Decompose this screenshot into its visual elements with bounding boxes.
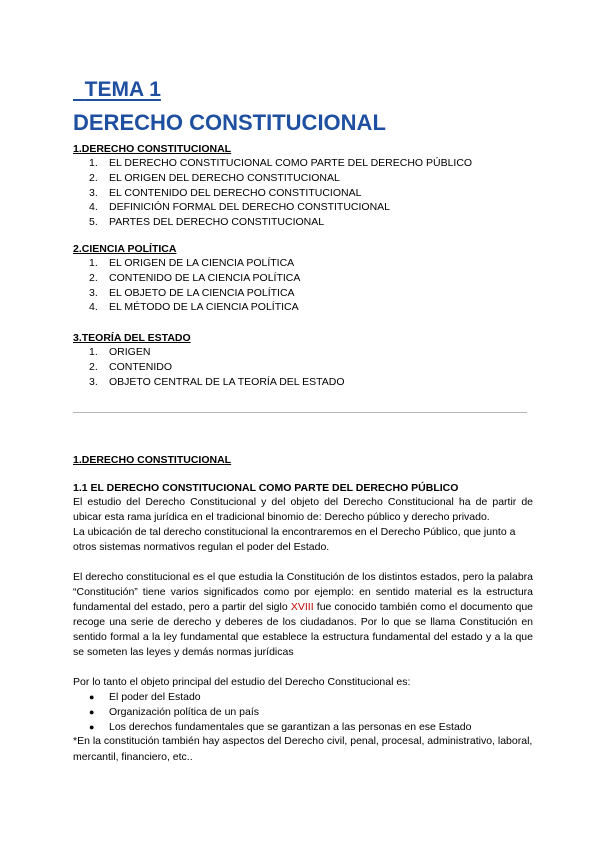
century-highlight: XVIII (290, 601, 314, 613)
toc-item: 5. PARTES DEL DERECHO CONSTITUCIONAL (89, 216, 325, 229)
toc-item: 3. EL CONTENIDO DEL DERECHO CONSTITUCIONAL (89, 186, 362, 199)
list-item: ● El poder del Estado (89, 691, 201, 703)
toc-heading: 1.DERECHO CONSTITUCIONAL (73, 143, 232, 155)
toc-list (73, 156, 533, 230)
toc-item: 4. EL MÉTODO DE LA CIENCIA POLÍTICA (89, 301, 299, 314)
paragraph-2: La ubicación de tal derecho constitucional la encontraremos en el Derecho Público, que junto a otros sistemas normativos regulan el poder del Estado. (73, 526, 516, 553)
toc-section-2 (73, 242, 533, 315)
bullet-icon: ● (89, 692, 95, 702)
bullet-icon: ● (89, 706, 95, 717)
main-title: DERECHO CONSTITUCIONAL (73, 110, 386, 135)
toc-heading: 3.TEORÍA DEL ESTADO (73, 332, 191, 344)
toc-list (73, 345, 533, 389)
tema-heading (73, 78, 161, 102)
toc-item: 2. CONTENIDO DE LA CIENCIA POLÍTICA (89, 271, 301, 284)
toc-section-3 (73, 331, 533, 389)
body-content (73, 481, 533, 765)
paragraph-3: El derecho constitucional es el que estudia la Constitución de los distintos estados, pero la palabra “Constitución” tiene varios significados como por ejemplo: en sentido material es la estructura fundamental del estado, pero a partir del siglo XVIII fue conocido también como el documento que recoge una serie de derecho y deberes de los ciudadanos. Por lo que se llama Constitución en sentido formal a la ley fundamental que establece la estructura fundamental del estado y a la que se someten las leyes y demás normas jurídicas (73, 571, 533, 658)
toc-item: 4. DEFINICIÓN FORMAL DEL DERECHO CONSTITUCIONAL (89, 201, 390, 214)
toc-item: 3. EL OBJETO DE LA CIENCIA POLÍTICA (89, 286, 295, 299)
bullet-icon: ● (89, 721, 95, 732)
paragraph-1: El estudio del Derecho Constitucional y del objeto del Derecho Constitucional ha de partir de ubicar esta rama jurídica en el tradicional binomio de: Derecho público y derecho privado. (73, 496, 533, 523)
subsection-heading: 1.1 EL DERECHO CONSTITUCIONAL COMO PARTE DEL DERECHO PÚBLICO (73, 482, 459, 494)
body-section-heading-block (73, 453, 533, 467)
toc-list (73, 256, 533, 315)
toc-item: 1. ORIGEN (89, 346, 151, 358)
body-section-heading: 1.DERECHO CONSTITUCIONAL (73, 454, 232, 466)
toc-item: 3. OBJETO CENTRAL DE LA TEORÍA DEL ESTADO (89, 375, 345, 388)
note: *En la constitución también hay aspectos del Derecho civil, penal, procesal, administrativo, laboral, mercantil, financiero, etc.. (73, 735, 533, 763)
tema-label: TEMA 1 (84, 78, 161, 101)
toc-heading: 2.CIENCIA POLÍTICA (73, 243, 177, 255)
toc-item: 2. CONTENIDO (89, 360, 172, 373)
toc-item: 2. EL ORIGEN DEL DERECHO CONSTITUCIONAL (89, 171, 340, 184)
paragraph-4: Por lo tanto el objeto principal del estudio del Derecho Constitucional es: (73, 676, 411, 688)
bullet-list (73, 690, 533, 734)
list-item: ● Los derechos fundamentales que se garantizan a las personas en ese Estado (89, 720, 472, 733)
toc-item: 1. EL ORIGEN DE LA CIENCIA POLÍTICA (89, 257, 295, 269)
toc-item: 1. EL DERECHO CONSTITUCIONAL COMO PARTE DEL DERECHO PÚBLICO (89, 157, 473, 169)
toc-section-1 (73, 142, 533, 230)
divider (73, 412, 527, 413)
list-item: ● Organización política de un país (89, 705, 260, 718)
